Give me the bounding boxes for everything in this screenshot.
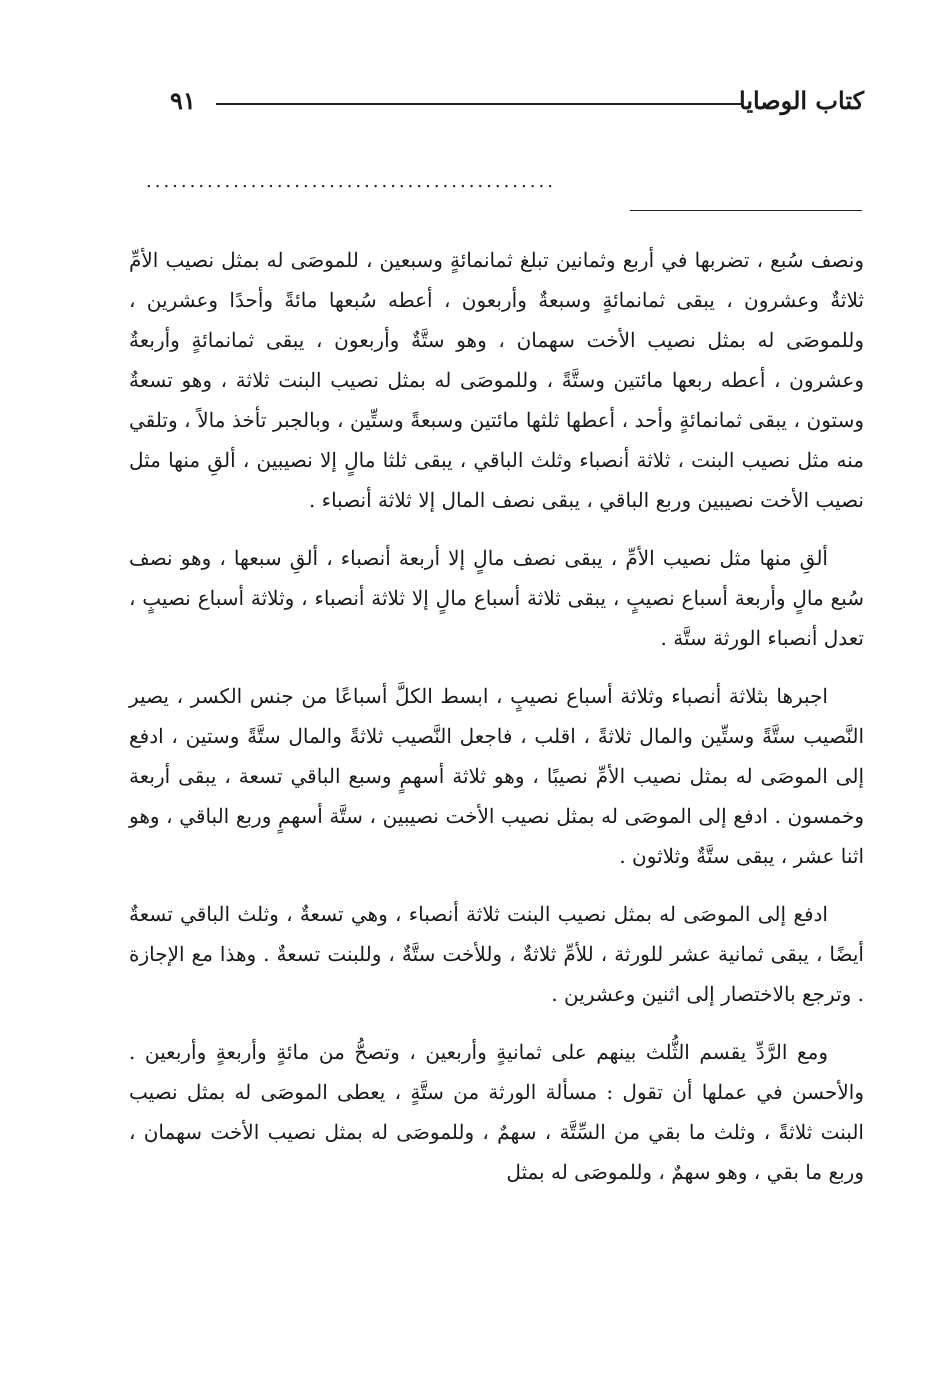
book-title: كتاب الوصايا [739, 86, 864, 115]
paragraph: ادفع إلى الموصَى له بمثل نصيب البنت ثلاثة أنصباء ، وهي تسعةٌ ، وثلث الباقي تسعةٌ أيضًا ، يبقى ثمانية عشر للورثة ، للأمِّ ثلاثةٌ ، وللأخت ستَّةٌ ، وللبنت تسعةٌ . وهذا مع الإجازة . وترجع بالاختصار إلى اثنين وعشرين . [129, 902, 864, 1006]
header-rule [216, 103, 742, 105]
paragraph: ونصف سُبع ، تضربها في أربع وثمانين تبلغ ثمانمائةٍ وسبعين ، للموصَى له بمثل نصيب الأمِّ ثلاثةٌ وعشرون ، يبقى ثمانمائةٍ وسبعةٌ وأربعون ، أعطه سُبعها مائةً وأحدًا وعشرين ، وللموصَى له بمثل نصيب الأخت سهمان ، وهو ستَّةٌ وأربعون ، يبقى ثمانمائةٍ وأربعةٌ وعشرون ، أعطه ربعها مائتين وستَّةً ، وللموصَى له بمثل نصيب البنت ثلاثة ، وهو تسعةٌ وستون ، يبقى ثمانمائةٍ وأحد ، أعطها ثلثها مائتين وسبعةً وستِّين ، وبالجبر تأخذ مالاً ، وتلقي منه مثل نصيب البنت ، ثلاثة أنصباء وثلث الباقي ، يبقى ثلثا مالٍ إلا نصيبين ، ألقِ منها مثل نصيب الأخت نصيبين وربع الباقي ، يبقى نصف المال إلا ثلاثة أنصباء . [129, 248, 864, 512]
body-text [129, 240, 864, 1210]
ellipsis-separator: ............................................... [146, 171, 556, 192]
running-header [150, 84, 864, 124]
page-number: ٩١ [170, 86, 196, 115]
footnote-rule [630, 210, 862, 211]
paragraph: ومع الرَّدِّ يقسم الثُّلث بينهم على ثمانيةٍ وأربعين ، وتصحُّ من مائةٍ وأربعةٍ وأربعين . والأحسن في عملها أن تقول : مسألة الورثة من ستَّةٍ ، يعطى الموصَى له بمثل نصيب البنت ثلاثةً ، وثلث ما بقي من السِّتَّة ، سهمٌ ، وللموصَى له بمثل نصيب الأخت سهمان ، وربع ما بقي ، وهو سهمٌ ، وللموصَى له بمثل [129, 1040, 864, 1184]
paragraph: اجبرها بثلاثة أنصباء وثلاثة أسباع نصيبٍ ، ابسط الكلَّ أسباعًا من جنس الكسر ، يصير النَّصيب ستَّةً وستِّين والمال ثلاثةً ، اقلب ، فاجعل النَّصيب ثلاثةً والمال ستَّةً وستين ، ادفع إلى الموصَى له بمثل نصيب الأمِّ نصيبًا ، وهو ثلاثة أسهمٍ وسبع الباقي تسعة ، يبقى أربعة وخمسون . ادفع إلى الموصَى له بمثل نصيب الأخت نصيبين ، ستَّة أسهمٍ وربع الباقي ، وهو اثنا عشر ، يبقى ستَّةٌ وثلاثون . [129, 684, 864, 868]
paragraph: ألقِ منها مثل نصيب الأمِّ ، يبقى نصف مالٍ إلا أربعة أنصباء ، ألقِ سبعها ، وهو نصف سُبع مالٍ وأربعة أسباع نصيبٍ ، يبقى ثلاثة أسباع مالٍ إلا ثلاثة أنصباء ، وثلاثة أسباع نصيبٍ ، تعدل أنصباء الورثة ستَّة . [129, 546, 864, 650]
